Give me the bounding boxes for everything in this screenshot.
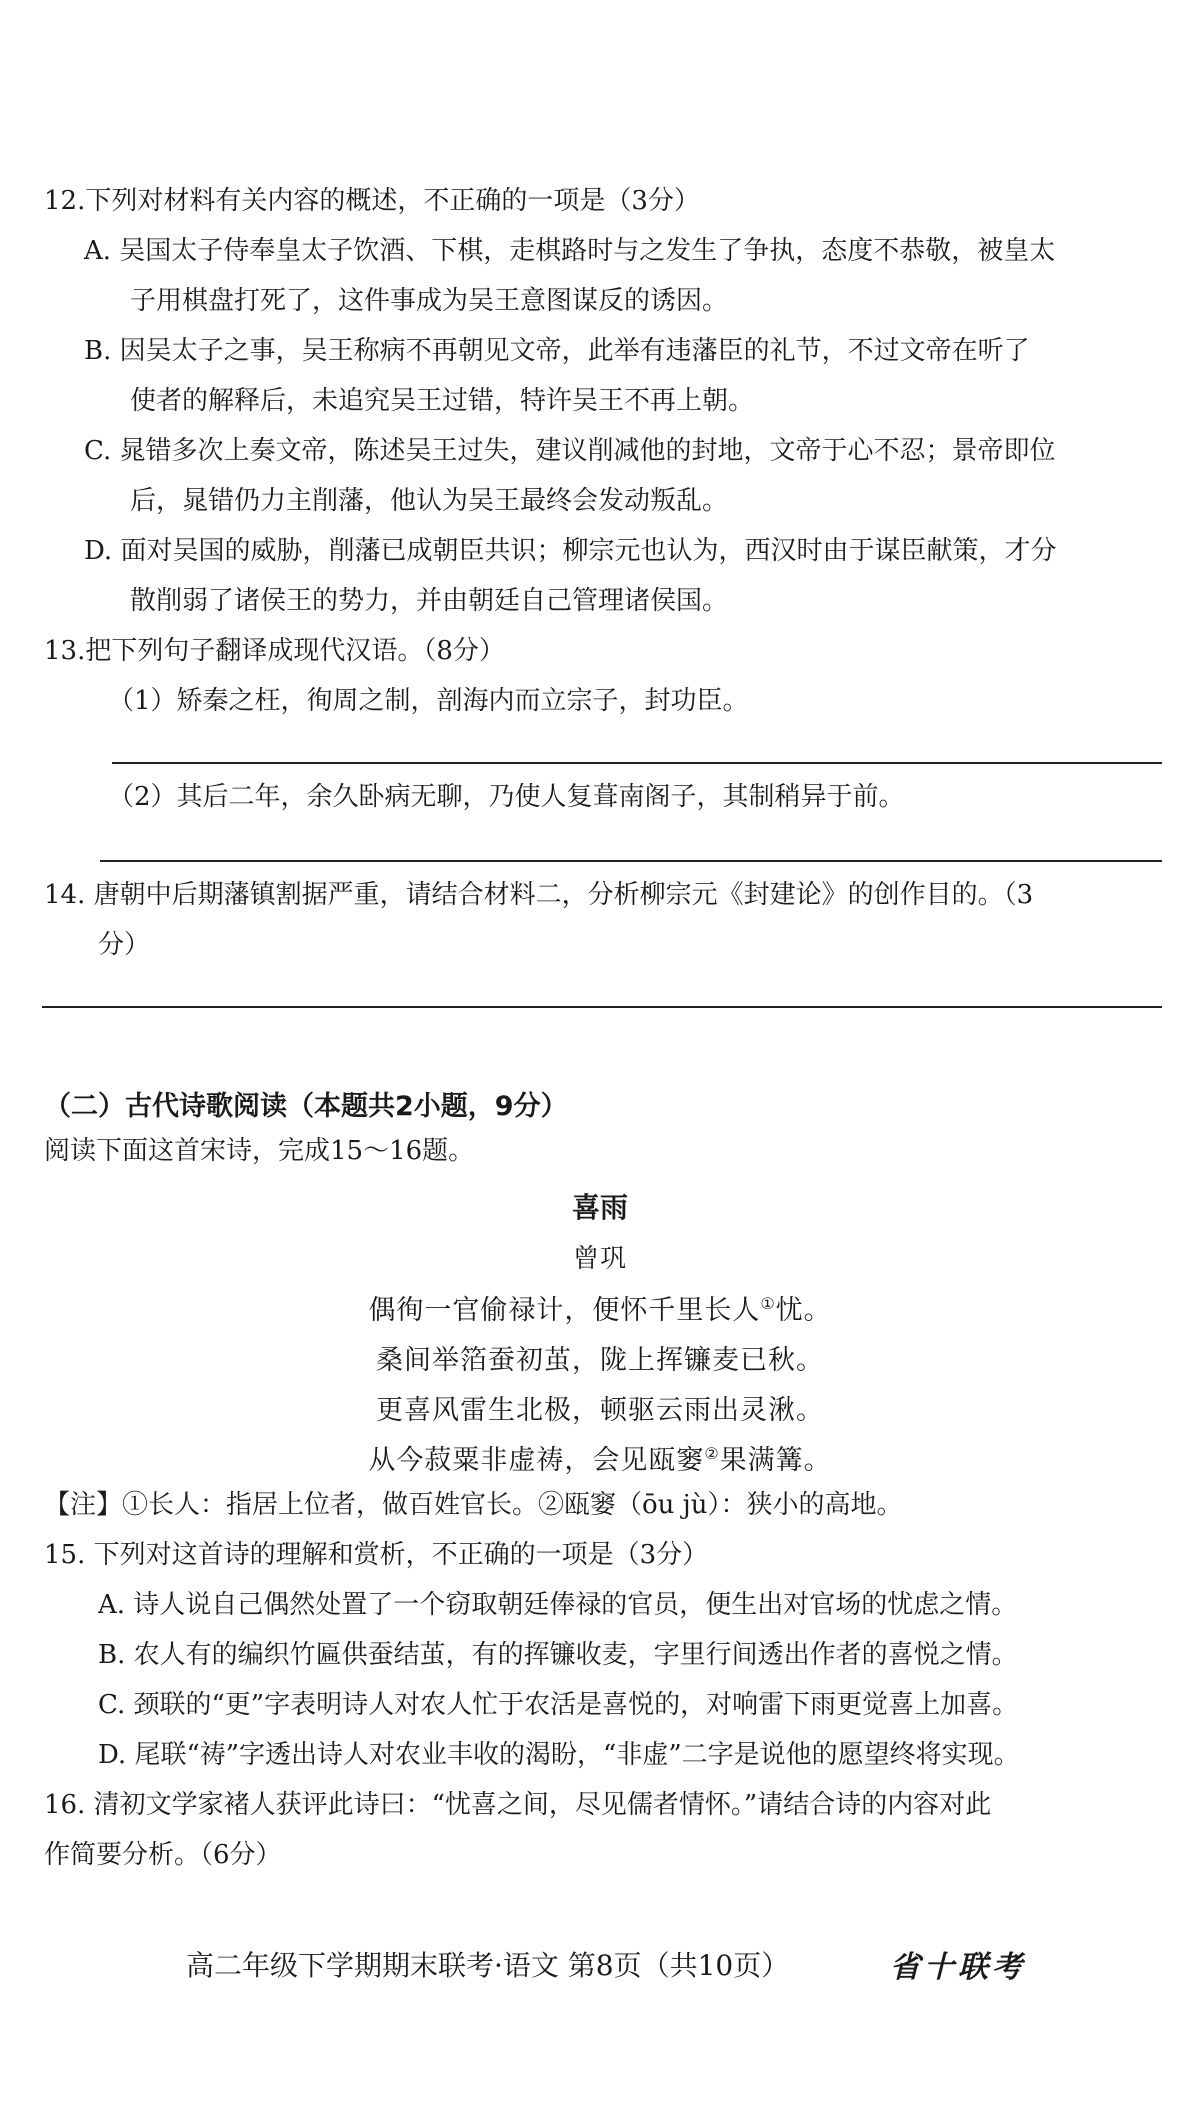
poem-line-2: 桑间举箔蚕初茧，陇上挥镰麦已秋。	[376, 1345, 824, 1376]
note-marker: ②	[704, 1444, 720, 1463]
q16-line1: 16. 清初文学家褚人获评此诗曰：“忧喜之间，尽见儒者情怀。”请结合诗的内容对此	[44, 1790, 992, 1820]
q12-option-b-line1: B. 因吴太子之事，吴王称病不再朝见文帝，此举有违藩臣的礼节，不过文帝在听了	[84, 336, 1030, 366]
q15-option-d: D. 尾联“祷”字透出诗人对农业丰收的渴盼，“非虚”二字是说他的愿望终将实现。	[98, 1740, 1020, 1770]
poem-title: 喜雨	[571, 1191, 628, 1224]
q15-option-c: C. 颈联的“更”字表明诗人对农人忙于农活是喜悦的，对响雷下雨更觉喜上加喜。	[98, 1690, 1019, 1720]
q14-line1: 14. 唐朝中后期藩镇割据严重，请结合材料二，分析柳宗元《封建论》的创作目的。（3	[44, 880, 1034, 910]
q16-line2: 作简要分析。（6分）	[44, 1840, 282, 1870]
answer-line	[112, 762, 1162, 764]
note-marker: ①	[760, 1294, 776, 1313]
section-intro: 阅读下面这首宋诗，完成15～16题。	[44, 1136, 475, 1166]
q12-stem: 12.下列对材料有关内容的概述，不正确的一项是（3分）	[44, 186, 700, 216]
q12-option-a-line1: A. 吴国太子侍奉皇太子饮酒、下棋，走棋路时与之发生了争执，态度不恭敬，被皇太	[84, 236, 1056, 266]
page-footer: 高二年级下学期期末联考·语文 第8页（共10页）	[186, 1949, 790, 1982]
q15-option-b: B. 农人有的编织竹匾供蚕结茧，有的挥镰收麦，字里行间透出作者的喜悦之情。	[98, 1640, 1018, 1670]
poem-line-1: 偶徇一官偷禄计，便怀千里长人①忧。	[368, 1294, 832, 1326]
answer-line	[42, 1006, 1162, 1008]
q12-option-b-line2: 使者的解释后，未追究吴王过错，特许吴王不再上朝。	[130, 386, 755, 416]
q12-option-d-line2: 散削弱了诸侯王的势力，并由朝廷自己管理诸侯国。	[130, 586, 729, 616]
poem-line-3: 更喜风雷生北极，顿驱云雨出灵湫。	[376, 1395, 824, 1426]
poem-line-4: 从今菽粟非虚祷，会见瓯窭②果满篝。	[368, 1444, 832, 1476]
q12-option-c-line1: C. 晁错多次上奏文帝，陈述吴王过失，建议削减他的封地，文帝于心不忍；景帝即位	[84, 436, 1056, 466]
q12-option-a-line2: 子用棋盘打死了，这件事成为吴王意图谋反的诱因。	[130, 286, 729, 316]
q12-option-c-line2: 后，晁错仍力主削藩，他认为吴王最终会发动叛乱。	[130, 486, 729, 516]
poem-notes: 【注】①长人：指居上位者，做百姓官长。②瓯窭（ōu jù）：狭小的高地。	[44, 1490, 903, 1520]
q13-sentence-2: （2）其后二年，余久卧病无聊，乃使人复葺南阁子，其制稍异于前。	[108, 782, 905, 812]
q14-line2: 分）	[98, 930, 151, 960]
section-heading: （二）古代诗歌阅读（本题共2小题，9分）	[44, 1091, 568, 1122]
answer-line	[100, 860, 1162, 862]
poem-author: 曾巩	[572, 1244, 627, 1274]
q15-stem: 15. 下列对这首诗的理解和赏析，不正确的一项是（3分）	[44, 1540, 709, 1570]
q12-option-d-line1: D. 面对吴国的威胁，削藩已成朝臣共识；柳宗元也认为，西汉时由于谋臣献策，才分	[84, 536, 1057, 566]
q15-option-a: A. 诗人说自己偶然处置了一个窃取朝廷俸禄的官员，便生出对官场的忧虑之情。	[98, 1590, 1018, 1620]
q13-sentence-1: （1）矫秦之枉，徇周之制，剖海内而立宗子，封功臣。	[108, 686, 749, 716]
exam-brand: 省十联考	[890, 1950, 1026, 1985]
q13-stem: 13.把下列句子翻译成现代汉语。（8分）	[44, 636, 505, 666]
